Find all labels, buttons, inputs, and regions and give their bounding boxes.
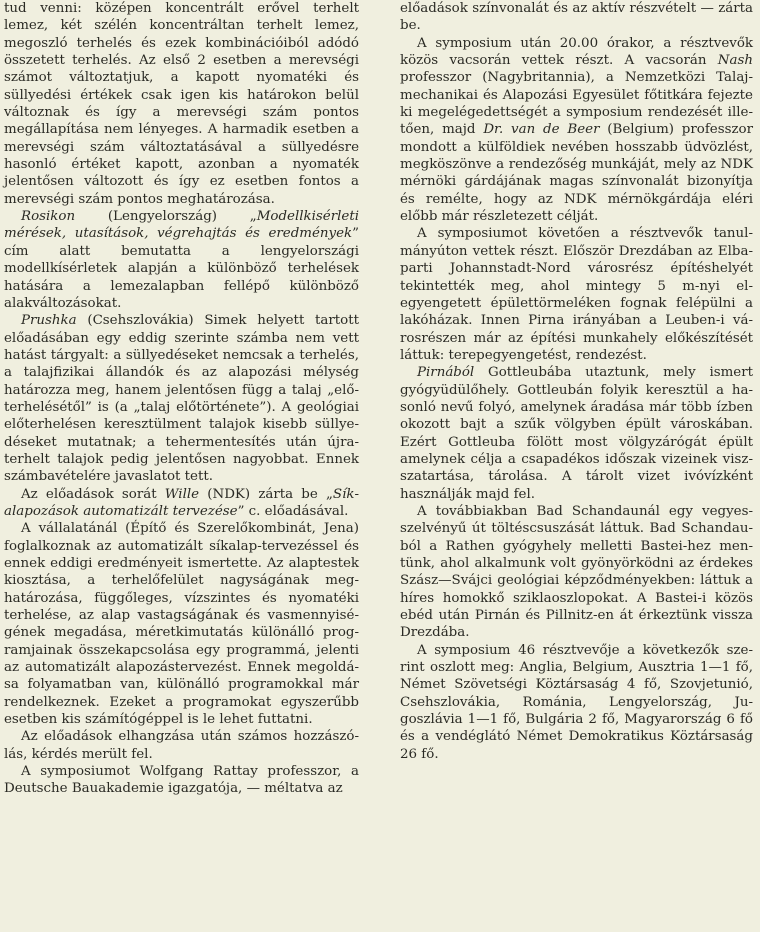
italic-text: Nash bbox=[717, 53, 753, 69]
text-run: A symposium után 20.00 órakor, a résztvevők közös vacsorán vettek részt. A vacsorán bbox=[400, 35, 753, 69]
paragraph bbox=[400, 503, 753, 642]
text-run: előadások színvonalát és az aktív részvételt — zárta be. bbox=[400, 1, 753, 34]
text-run: ” c. előadásával. bbox=[237, 503, 349, 519]
paragraph bbox=[400, 0, 753, 35]
paragraph bbox=[400, 642, 753, 763]
text-run: (Csehszlovákia) Simek helyett tartott előadásában egy eddig szerinte számba nem vett hatást tárgyalt: a süllyedéseket nemcsak a terhelés, a talajfizikai állandók és az alapozási mélység határozza meg, hanem jelentősen függ a talaj „előterhelésétől” is (a „talaj előtörténete”). A geológiai előterhelésen keresztülment talajok kisebb süllyedéseket mutatnak; a tehermentesítés után újraterhelt talajok pedig jelentősen nagyobbat. Ennek számbavételére javaslatot tett. bbox=[4, 313, 359, 485]
paragraph bbox=[400, 364, 753, 503]
text-run: Az előadások sorát bbox=[21, 486, 165, 502]
italic-text: Pirnából bbox=[417, 365, 475, 381]
paragraph bbox=[4, 312, 359, 485]
text-run: A symposiumot követően a résztvevők tanulmányúton vettek részt. Először Drezdában az Elba-parti Johannstadt-Nord városrész építéshelyét tekintették meg, ahol mintegy 5 m-nyi elegyengetett épülettörmeléken fognak felépülni a lakóházak. Innen Pirna irányában a Leuben-i városrészen már az építési munkahely előkészítését láttuk: terepegyengetést, rendezést. bbox=[400, 226, 753, 363]
text-run: professzor (Nagybritannia), a Nemzetközi Talajmechanikai és Alapozási Egyesület főtitkára fejezte ki megelégedettségét a symposium rendezését illetően, majd bbox=[400, 70, 753, 138]
italic-text: Prushka bbox=[21, 313, 77, 329]
text-run: (Lengyelország) „ bbox=[75, 209, 257, 225]
italic-text: Wille bbox=[164, 486, 200, 502]
italic-text: Síkalapozások automatizált tervezése bbox=[4, 486, 359, 519]
text-run: ” cím alatt bemutatta a lengyelországi modellkísérletek alapján a különböző terhelések hatására a lemezalapban fellépő különböző alakváltozásokat. bbox=[4, 226, 359, 311]
text-run: (NDK) zárta be „ bbox=[199, 486, 333, 502]
paragraph bbox=[400, 225, 753, 364]
paragraph bbox=[4, 0, 359, 208]
text-run: Gottleubába utaztunk, mely ismert gyógyüdülőhely. Gottleubán folyik keresztül a hasonló nevű folyó, amelynek áradása már több ízben okozott bajt a szűk völgyben épült városkában. Ezért Gottleuba fölött most völgyzárógát épült amelynek célja a csapadékos időszak vizeinek viszszatartása, tárolása. A tárolt vizet ivóvízként használják majd fel. bbox=[400, 365, 753, 502]
text-run: A symposiumot Wolfgang Rattay professzor, a Deutsche Bauakademie igazgatója, — méltatva az bbox=[4, 764, 359, 797]
paragraph bbox=[4, 728, 359, 763]
text-run: tud venni: középen koncentrált erővel terhelt lemez, két szélén koncentráltan terhelt lemez, megoszló terhelés és ezek kombinációiból adódó összetett terhelés. Az első 2 esetben a merevségi számot változtatjuk, a kapott nyomatéki és süllyedési értékek csak igen kis határokon belül változnak és így a merevségi szám pontos megállapítása nem lényeges. A harmadik esetben a merevségi szám változtatásával a süllyedésre hasonló értéket kapott, azonban a nyomaték jelentősen változott és így ez esetben fontos a merevségi szám pontos meghatározása. bbox=[4, 1, 359, 207]
right-column bbox=[400, 0, 753, 763]
paragraph bbox=[4, 486, 359, 521]
text-run: A symposium 46 résztvevője a következők szerint oszlott meg: Anglia, Belgium, Ausztria 1—1 fő, Német Szövetségi Köztársaság 4 fő, Szovjetunió, Csehszlovákia, Románia, Lengyelország, Jugoszlávia 1—1 fő, Bulgária 2 fő, Magyarország 6 fő és a vendéglátó Német Demokratikus Köztársaság 26 fő. bbox=[400, 642, 753, 762]
text-run: A továbbiakban Bad Schandaunál egy vegyesszelvényű út töltéscsuszását láttuk. Bad Schandauból a Rathen gyógyhely melletti Bastei-hez mentünk, ahol alkalmunk volt gyönyörködni az érdekes Szász—Svájci geológiai képződményekben: láttuk a híres homokkő sziklaoszlopokat. A Bastei-i közös ebéd után Pirnán és Pillnitz-en át érkeztünk vissza Drezdába. bbox=[400, 503, 753, 641]
text-run: Az előadások elhangzása után számos hozzászólás, kérdés merült fel. bbox=[4, 729, 359, 762]
paragraph bbox=[4, 520, 359, 728]
paragraph bbox=[4, 208, 359, 312]
text-run: (Belgium) professzor mondott a külföldiek nevében hosszabb üdvözlést, megköszönve a rendezőség munkáját, mely az NDK mérnöki gárdájának magas színvonalát bizonyítja és remélte, hogy az NDK mérnökgárdája eléri előbb már részletezett célját. bbox=[400, 122, 753, 225]
text-run: A vállalatánál (Építő és Szerelőkombinát, Jena) foglalkoznak az automatizált síkalap-tervezéssel és ennek eddigi eredményeit ismertette. Az alaptestek kiosztása, a terhelőfelület nagyságának meghatározása, függőleges, vízszintes és nyomatéki terhelése, az alap vastagságának és vasmennyiségének megadása, méretkimutatás különálló programjainak összekapcsolása egy programmá, jelenti az automatizált alapozástervezést. Ennek megoldása folyamatban van, különálló programokkal már rendelkeznek. Ezeket a programokat egyszerűbb esetben kis számítógéppel is le lehet futtatni. bbox=[4, 521, 359, 728]
left-column bbox=[4, 0, 359, 798]
italic-text: Modellkisérleti mérések, utasítások, végrehajtás és eredmények bbox=[4, 209, 359, 242]
paragraph bbox=[400, 35, 753, 226]
paragraph bbox=[4, 763, 359, 798]
italic-text: Dr. van de Beer bbox=[483, 122, 600, 138]
italic-text: Rosikon bbox=[21, 209, 76, 225]
